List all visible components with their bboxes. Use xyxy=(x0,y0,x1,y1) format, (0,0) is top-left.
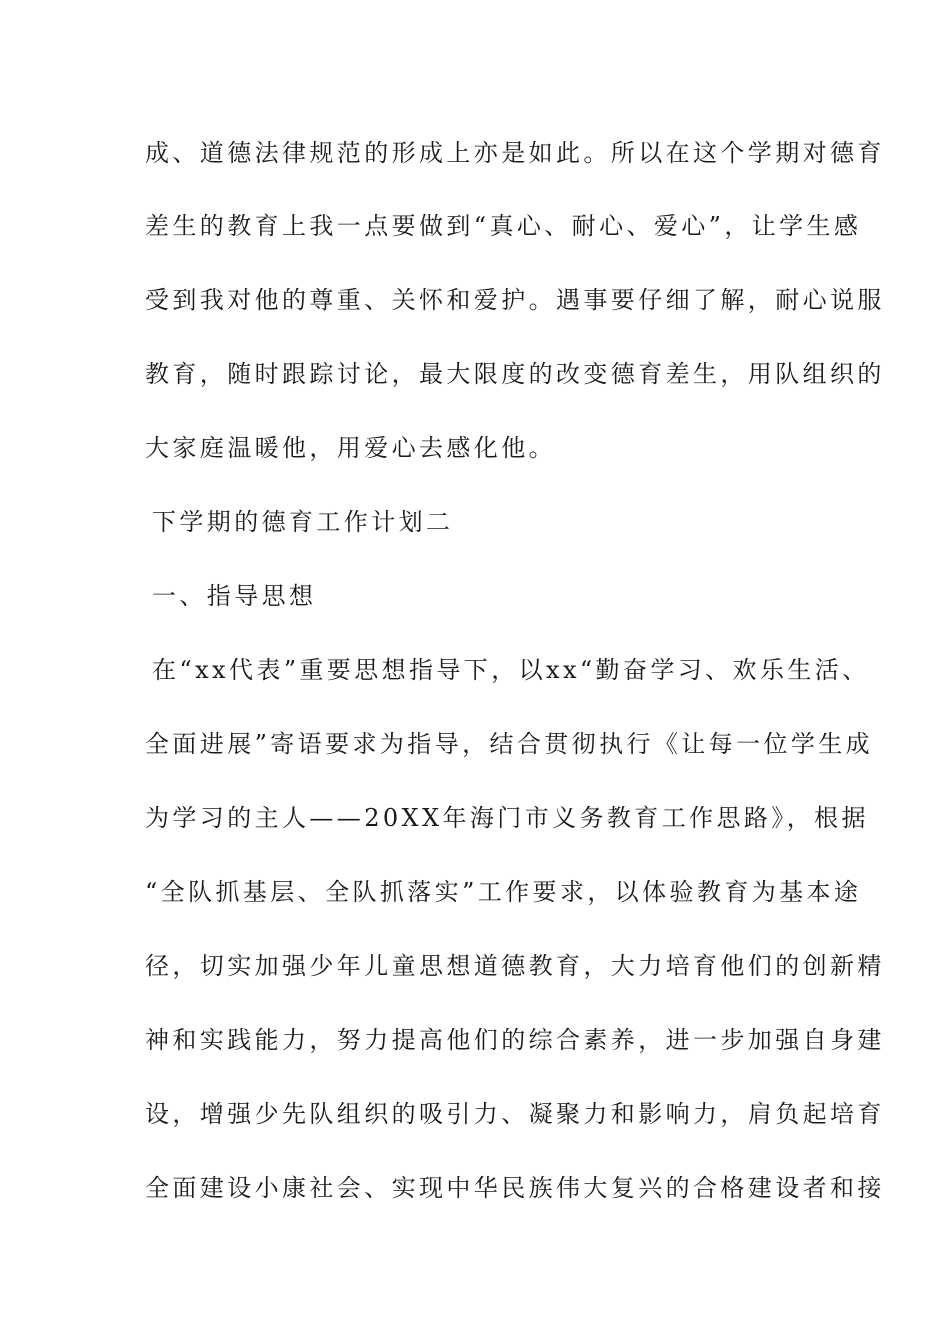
subsection-heading: 一、指导思想 xyxy=(152,582,317,610)
body-line: 全面进展”寄语要求为指导，结合贯彻执行《让每一位学生成 xyxy=(145,730,874,758)
body-line: 为学习的主人——20XX年海门市义务教育工作思路》，根据 xyxy=(145,804,869,832)
body-line: 教育，随时跟踪讨论，最大限度的改变德育差生，用队组织的 xyxy=(145,360,885,388)
body-line: 受到我对他的尊重、关怀和爱护。遇事要仔细了解，耐心说服 xyxy=(145,286,885,314)
body-line: “全队抓基层、全队抓落实”工作要求，以体验教育为基本途 xyxy=(145,878,862,906)
body-line: 在“xx代表”重要思想指导下，以xx“勤奋学习、欢乐生活、 xyxy=(152,656,870,684)
section-heading: 下学期的德育工作计划二 xyxy=(152,508,454,536)
body-line: 设，增强少先队组织的吸引力、凝聚力和影响力，肩负起培育 xyxy=(145,1100,885,1128)
body-line: 大家庭温暖他，用爱心去感化他。 xyxy=(145,434,556,462)
body-line: 差生的教育上我一点要做到“真心、耐心、爱心”，让学生感 xyxy=(145,212,862,240)
body-line: 径，切实加强少年儿童思想道德教育，大力培育他们的创新精 xyxy=(145,952,885,980)
body-line: 成、道德法律规范的形成上亦是如此。所以在这个学期对德育 xyxy=(145,139,885,167)
body-line: 全面建设小康社会、实现中华民族伟大复兴的合格建设者和接 xyxy=(145,1174,885,1202)
body-line: 神和实践能力，努力提高他们的综合素养，进一步加强自身建 xyxy=(145,1026,885,1054)
